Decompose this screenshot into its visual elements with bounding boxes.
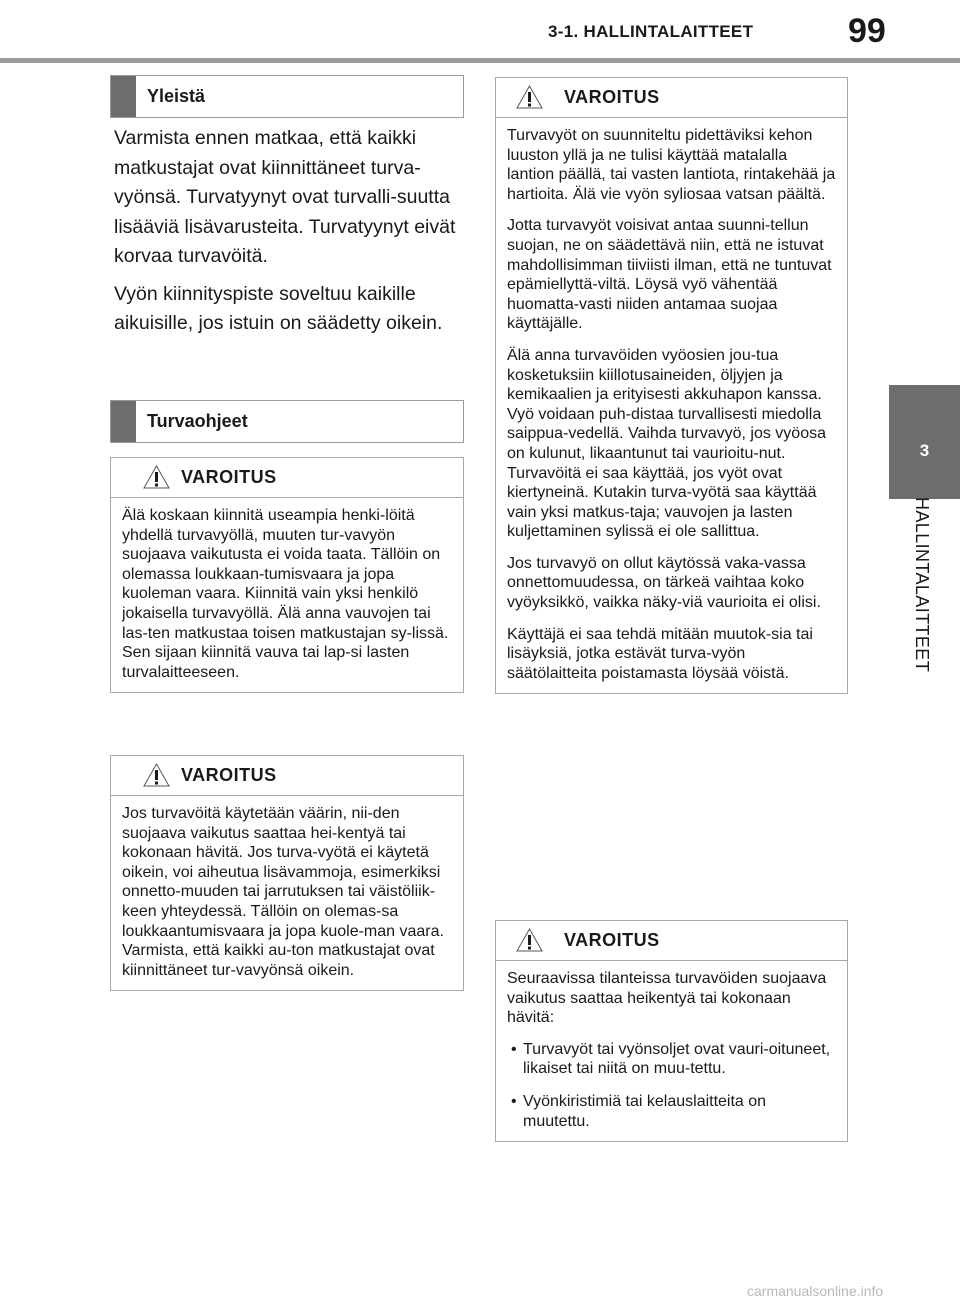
header-divider (0, 58, 960, 63)
warning-box (110, 755, 464, 991)
warning-paragraph: Jos turvavöitä käytetään väärin, nii-den suojaava vaikutus saattaa hei-kentyä tai kokonaan hävitä. Jos turva-vyötä ei käytetä oikein, voi aiheutua lisävammoja, esimerkiksi onnetto-muuden tai jarrutuksen tai väistöliik-keen yhteydessä. Tällöin on olemas-sa loukkaantumisvaara ja jopa kuole-man vaara. Varmista, että kaikki au-ton matkustajat ovat kiinnittäneet tur-vavyönsä oikein. (122, 805, 444, 979)
warning-box (110, 457, 464, 693)
yleista-heading (110, 75, 464, 118)
section-title: 3-1. HALLINTALAITTEET (548, 22, 754, 41)
turvaohjeet-title: Turvaohjeet (147, 411, 248, 431)
warning-box (495, 77, 848, 694)
warning-paragraph: Turvavyöt on suunniteltu pidettäviksi kehon luuston yllä ja ne tulisi käyttää matalalla lantion päällä, tai vasten lantiota, rintakehää ja hartioita. Älä vie vyön syliosaa vatsan päältä. (507, 127, 836, 203)
warning-box (495, 920, 848, 1142)
yleista-body (114, 124, 470, 347)
warning-paragraph: Älä koskaan kiinnitä useampia henki-löitä yhdellä turvavyöllä, muuten tur-vavyön suojaava vaikutusta ei voida taata. Tällöin on olemassa loukkaan-tumisvaara ja jopa kuoleman vaara. Kiinnitä vain yksi henkilö jokaisella turvavyöllä. Älä anna vauvojen tai las-ten matkustaa toisen matkustajan sy-lissä. Sen sijaan kiinnitä vauva tai lap-si lasten turvalaitteeseen. (122, 507, 449, 681)
warning-triangle-icon (143, 465, 170, 489)
warning-title: VAROITUS (564, 87, 660, 107)
warning-header (496, 921, 847, 961)
warning-header (111, 756, 463, 796)
heading-bar (111, 76, 136, 117)
warning-header (496, 78, 847, 118)
warning-triangle-icon (516, 928, 543, 952)
yleista-title: Yleistä (147, 86, 206, 106)
warning-triangle-icon (143, 763, 170, 787)
warning-paragraph: Seuraavissa tilanteissa turvavöiden suojaava vaikutus saattaa heikentyä tai kokonaan hävitä: (507, 970, 827, 1027)
heading-bar (111, 401, 136, 442)
list-item: • Vyönkiristimiä tai kelauslaitteita on muutettu. (507, 1092, 836, 1131)
warning-body (111, 796, 463, 990)
page-number: 99 (848, 12, 886, 50)
warning-body (496, 118, 847, 693)
body-paragraph: Varmista ennen matkaa, että kaikki matkustajat ovat kiinnittäneet turva-vyönsä. Turvatyynyt ovat turvalli-suutta lisääviä lisävarusteita. Turvatyynyt eivät korvaa turvavöitä. (114, 127, 456, 267)
warning-list (507, 1040, 836, 1131)
watermark: carmanualsonline.info (747, 1283, 884, 1299)
warning-body (111, 498, 463, 692)
page-header (0, 0, 960, 62)
warning-title: VAROITUS (564, 930, 660, 950)
turvaohjeet-heading (110, 400, 464, 443)
list-item: • Turvavyöt tai vyönsoljet ovat vauri-oituneet, likaiset tai niitä on muu-tettu. (507, 1040, 836, 1079)
chapter-label-container (902, 497, 932, 707)
warning-header (111, 458, 463, 498)
chapter-label: HALLINTALAITTEET (912, 497, 932, 673)
warning-title: VAROITUS (181, 765, 277, 785)
warning-paragraph: Jotta turvavyöt voisivat antaa suunni-tellun suojan, ne on säädettävä niin, että ne istuvat mahdollisimman tiiviisti ilman, että ne tuntuvat epämiellyttä-viltä. Löysä vyö vähentää huomatta-vasti niiden antamaa suojaa käyttäjälle. (507, 217, 832, 333)
warning-triangle-icon (516, 85, 543, 109)
chapter-tab (889, 385, 960, 499)
warning-paragraph: Älä anna turvavöiden vyöosien jou-tua kosketuksiin kiillotusaineiden, öljyjen ja kemikaalien ja erityisesti akkuhapon kanssa. Vyö voidaan puh-distaa turvallisesti miedolla saippua-vedellä. Vaihda turvavyö, jos vyöosa on kulunut, likaantunut tai vaurioitu-nut. Turvavöitä ei saa käyttää, jos vyöt ovat kiertyneinä. Kutakin turva-vyötä saa käyttää vain yksi matkus-taja; vauvojen ja lasten kuljettaminen sylissä ei ole sallittua. (507, 346, 826, 541)
warning-body (496, 961, 847, 1141)
warning-paragraph: Käyttäjä ei saa tehdä mitään muutok-sia tai lisäyksiä, jotka estävät turva-vyön säätölaitteita poistamasta löysää vöistä. (507, 625, 813, 682)
chapter-number: 3 (919, 441, 930, 460)
body-paragraph: Vyön kiinnityspiste soveltuu kaikille aikuisille, jos istuin on säädetty oikein. (114, 282, 443, 334)
warning-title: VAROITUS (181, 467, 277, 487)
warning-paragraph: Jos turvavyö on ollut käytössä vaka-vassa onnettomuudessa, on tärkeä vaihtaa koko vyöyksikkö, vaikka näky-viä vaurioita ei olisi. (507, 554, 821, 612)
